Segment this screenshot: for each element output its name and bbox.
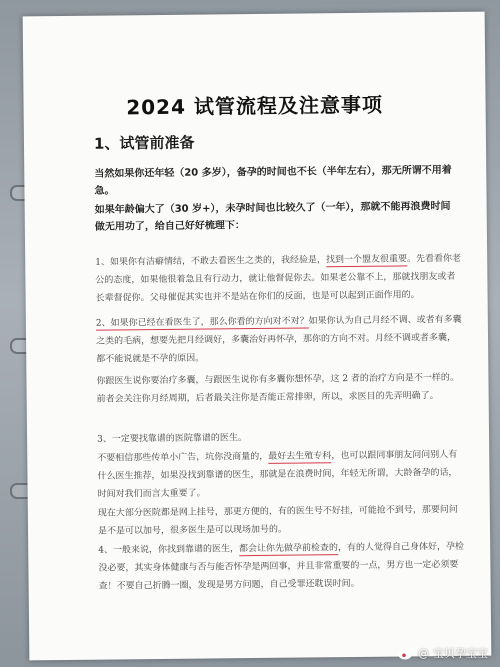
underlined-text: 最好去生殖专科 [268,451,332,462]
document-title: 2024 试管流程及注意事项 [126,92,384,120]
underlined-text: 找到一个盟友很重要 [325,254,408,266]
text-run: ，也可以跟同事朋友问问别人有什么医生推荐，如果没找到靠谱的医生，那就是在浪费时间，年轻无所谓，大龄备孕的话，时间对我们而言太重要了。 [97,449,458,501]
watermark-prefix: @ [418,646,429,660]
watermark [398,645,488,661]
intro-paragraph: 如果年龄偏大了（30 岁+），未孕时间也比较久了（一年），那就不能再浪费时间做无用功了，给自己好好梳理下： [94,200,451,233]
point-paragraph [95,250,462,308]
text-run: 现在大部分医院都是网上挂号，那更方便的，有的医生号不好挂，可能抢不到号，那要问问是不是可以加号，很多医生是可以现场加号的。 [97,504,458,537]
weibo-icon [398,647,414,660]
text-run: 如果你认为自己月经不调、或者有多囊之类的毛病，想要先把月经调好，多囊治好再怀孕，那你的方向不对。月经不调或者多囊，都不能说就是不孕的原因。 [96,314,462,366]
point-paragraph [96,369,462,409]
point-paragraph [98,538,465,596]
text-run: 。先看看你老公的态度，如果他很着急且有行动力，就让他督促你去。如果老公靠不上，那就找朋友或者长辈督促你。父母催促其实也并不是站在你们的反面，也是可以起到正面作用的。 [95,253,462,305]
document-page [23,12,492,661]
text-run: ，有的人觉得自己身体好，孕检没必要，其实身体健康与否与能否怀孕是两回事，并且非常重要的一点，男方也一定必须要查！不要自己折腾一圈，发现是男方问题，自己受罪还耽误时间。 [98,541,465,593]
text-run: 你跟医生说你要治疗多囊，与跟医生说你有多囊你想怀孕，这 2 者的治疗方向是不一样的。前者会关注你月经周期，后者最关注你是否能正常排卵，所以，求医目的先弄明确了。 [96,372,459,405]
text-run: 1、如果你有洁癖情结，不敢去看医生之类的，我经验是， [95,255,326,268]
watermark-text: 宝贝孕宝宝 [433,647,488,660]
text-run: 3、一定要找靠谱的医院靠谱的医生。 [97,433,247,445]
section-heading: 1、试管前准备 [93,133,195,153]
text-run: 4、一般来说，你找到靠谱的医生， [98,544,240,556]
underlined-text: 都会让你先做孕前检查的 [238,543,339,555]
point-paragraph [97,446,464,504]
point-paragraph [96,311,463,369]
intro-paragraph: 当然如果你还年轻（20 多岁），备孕的时间也不长（半年左右），那无所谓不用着急。 [94,164,452,197]
text-run: 不要相信那些传单小广告，坑你没商量的， [97,451,269,464]
point-paragraph [98,501,464,541]
underlined-text: 2、如果你已经在看医生了，那么你看的方向对不对？ [95,316,309,329]
